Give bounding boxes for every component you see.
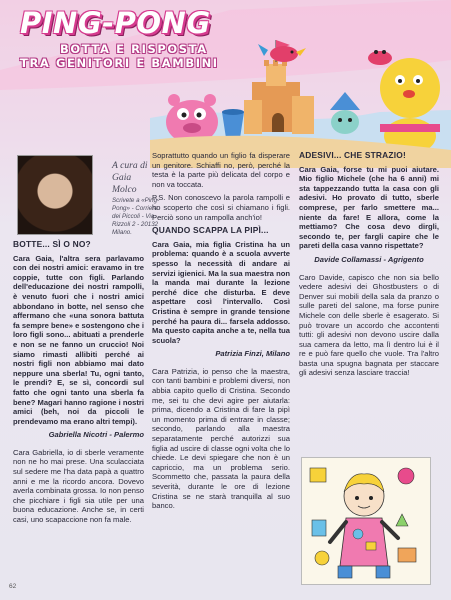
- letter-pipi: Cara Gaia, mia figlia Cristina ha un problema: quando è a scuola avverte spesso la necessità di andare ai servizi igienici. Ma la sua maestra non la manda mai durante la lezione perché dice che disturba. E deve aspettare così l'intervallo. Così Cristina è sempre in grande tensione perché ha paura di... farsela addosso. Ma questo capita anche a te, nella tua scuola?: [152, 239, 290, 345]
- column-1: [13, 240, 144, 529]
- article-title-botte: BOTTE... SÌ O NO?: [13, 239, 91, 249]
- signature-botte: Gabriella Nicotri - Palermo: [48, 430, 144, 440]
- subtitle-line-2: TRA GENITORI E BAMBINI: [20, 56, 219, 70]
- reply-adesivi: Caro Davide, capisco che non sia bello vedere adesivi dei Ghostbusters o di Denver sui mobili della sala da pranzo o sulle pareti del salone, ma forse punire Michele con delle sberle è esagerato. Si può trovare un accordo che accontenti tutti: gli adesivi non devono uscire dalla sua camera da letto, ma lì dentro lui è il re e può fare quello che vuole. Tra l'altro basta una spugna bagnata per staccare gli adesivi senza lasciare traccia!: [299, 272, 439, 378]
- byline-curated: A cura di Gaia Molco: [112, 160, 148, 195]
- article-title-adesivi: ADESIVI... CHE STRAZIO!: [299, 150, 406, 160]
- column-2: [152, 151, 290, 515]
- signature-adesivi: Davide Collamassi - Agrigento: [314, 254, 424, 264]
- stickers-illustration: [301, 457, 431, 585]
- yellow-dog-icon: [380, 58, 440, 154]
- postscript: P.S. Non conoscevo la parola rampolli e ho scoperto che così si chiamano i figli. Perciò sono un rampolla anch'io!: [152, 193, 290, 222]
- signature-pipi: Patrizia Finzi, Milano: [215, 349, 290, 359]
- magazine-logo: PING-PONG: [20, 6, 211, 40]
- article-title-pipi: QUANDO SCAPPA LA PIPÌ...: [152, 225, 269, 236]
- child-with-stickers-icon: [302, 458, 430, 584]
- reply-pipi: Cara Patrizia, io penso che la maestra, con tanti bambini e problemi diversi, non abbia capito quello di Cristina. Secondo me, sei tu che devi agire per aiutarla: prima, dicendo a Cristina di fare la pipì un momento prima di entrare in classe; secondo, parlando alla maestra separatamente perché autorizzi sua figlia ad uscire di classe ogni volta che lo chiede. Le devi spiegare che non è un capriccio, ma un problema serio. Scommetto che, passata la paura della severità, durante le ore di lezione Cristina se ne starà tranquilla al suo banco.: [152, 366, 290, 511]
- column-3: [299, 151, 439, 382]
- letter-botte: Cara Gaia, l'altra sera parlavamo con dei nostri amici: eravamo in tre coppie, tutte con figli. Parlando dell'educazione dei nostri rampolli, è venuto fuori che i nostri amici abbondano in botte, nel senso che affermano che «una sonora battuta fa sempre bene» e sostengono che i loro figli sono... abituati a prenderle e non se ne fanno un cruccio! Noi siamo rimasti allibiti perché ai nostri figli non abbiamo mai dato neppure una sberla! Tu, ogni tanto, le prendi? E, se sì, concordi sul fatto che ogni tanto una sberla fa bene? Magari hanno ragione i nostri amici (beh, noi da piccoli le prendevamo ma erano altri tempi).: [13, 253, 144, 426]
- page-number: 62: [9, 583, 17, 590]
- byline-address: Scrivete a «Ping-Pong» - Corriere dei Piccoli - Via Rizzoli 2 - 20132 Milano.: [112, 197, 160, 236]
- subtitle-line-1: BOTTA E RISPOSTA: [60, 42, 208, 56]
- author-photo: [17, 155, 93, 235]
- reply-botte-continued: Soprattutto quando un figlio fa disperare un genitore. Schiaffi no, però, perché la testa è la parte più delicata del corpo e non va toccata.: [152, 151, 290, 189]
- header: [0, 0, 451, 168]
- small-creature-icon: [330, 92, 360, 134]
- reply-botte: Cara Gabriella, io di sberle veramente non ne ho mai prese. Una sculacciata sul sedere me l'ha data papà a quattro anni e me la ricordo ancora. Dovevo averla combinata grossa. Io non penso che picchiare i figli sia utile per una buona educazione. Anche se, in certi casi, uno scapaccione non fa male.: [13, 447, 144, 525]
- letter-adesivi: Cara Gaia, forse tu mi puoi aiutare. Mio figlio Michele (che ha 6 anni) mi sta tappezzando tutta la casa con gli adesivi. Ho provato di tutto, sberle comprese, per farlo smettere ma... niente da fare! E allora, come la mettiamo? Che cosa devo dirgli, secondo te, per fargli capire che le pareti della casa vanno rispettate?: [299, 164, 439, 251]
